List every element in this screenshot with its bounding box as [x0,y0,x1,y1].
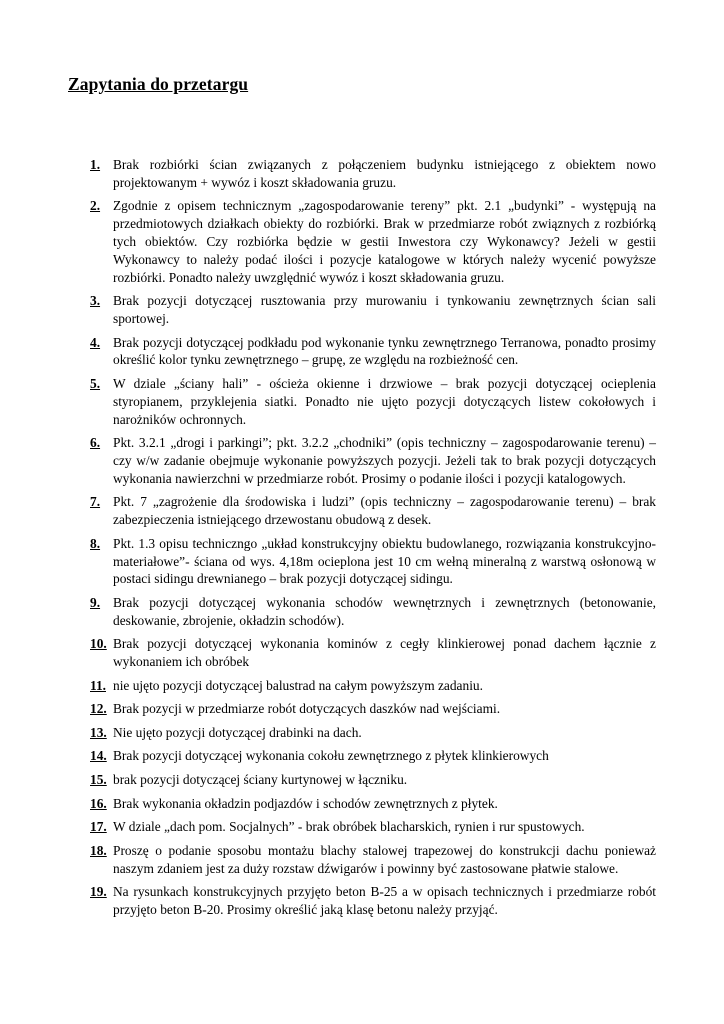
list-item [90,635,656,671]
item-text: Nie ujęto pozycji dotyczącej drabinki na dach. [113,724,362,740]
list-item [90,197,656,286]
list-item [90,493,656,529]
item-number: 9. [90,594,101,610]
list-item [90,434,656,487]
item-number: 7. [90,494,101,510]
item-text: W dziale „dach pom. Socjalnych” - brak obróbek blacharskich, rynien i rur spustowych. [113,819,585,835]
item-number: 6. [90,435,101,451]
item-text: Brak pozycji dotyczącej wykonania cokołu zewnętrznego z płytek klinkierowych [113,748,549,764]
item-number: 5. [90,375,101,391]
item-number: 18. [90,842,107,858]
item-number: 2. [90,198,101,214]
item-text: Na rysunkach konstrukcyjnych przyjęto beton B-25 a w opisach technicznych i przedmiarze robót przyjęto beton B-20. Prosimy określić jaką klasę betonu należy przyjąć. [113,884,656,918]
list-item [90,156,656,192]
item-text: Brak rozbiórki ścian związanych z połączeniem budynku istniejącego z obiektem nowo projektowanym + wywóz i koszt składowania gruzu. [113,157,656,190]
item-text: Brak wykonania okładzin podjazdów i schodów zewnętrznych z płytek. [113,795,498,811]
item-number: 17. [90,819,107,835]
list-item [90,677,656,695]
item-text: Zgodnie z opisem technicznym „zagospodarowanie tereny” pkt. 2.1 „budynki” - występują na przedmiotowych działkach obiekty do rozbiórki. Brak w przedmiarze robót związnych z rozbiórką tych obiektów. Czy rozbiórka będzie w gestii Inwestora czy Wykonawcy? Jeżeli w gestii Wykonawcy to należy podać ilości i pozycje katalogowe w których należy wycenić powyższe rozbiórki. Ponadto należy uwzględnić wywóz i koszt składowania gruzu. [113,198,656,285]
list-item [90,771,656,789]
item-number: 3. [90,293,101,309]
list-item [90,535,656,588]
list-item [90,818,656,836]
item-number: 1. [90,157,101,172]
item-text: Proszę o podanie sposobu montażu blachy stalowej trapezowej do konstrukcji dachu ponieważ naszym zdaniem jest za duży rozstaw dźwigarów i powinny być zastosowane płatwie stalowe. [113,842,656,876]
list-item [90,747,656,765]
item-text: Brak pozycji dotyczącej wykonania schodów wewnętrznych i zewnętrznych (betonowanie, deskowanie, zbrojenie, okładzin schodów). [113,594,656,628]
list-item [90,724,656,742]
item-text: Brak pozycji dotyczącej podkładu pod wykonanie tynku zewnętrznego Terranowa, ponadto prosimy określić kolor tynku zewnętrznego – grupę, ze względu na rozbieżność cen. [113,334,656,368]
item-number: 16. [90,795,107,811]
item-number: 14. [90,748,107,764]
list-item [90,594,656,630]
item-text: Pkt. 1.3 opisu techniczngo „układ konstrukcyjny obiektu budowlanego, rozwiązania konstrukcyjno-materiałowe”- ściana od wys. 4,18m ocieplona jest 10 cm wełną mineralną z warstwą osłonową w postaci sidingu drewnianego – brak pozycji dotyczącej sidingu. [113,535,656,587]
list-item [90,700,656,718]
item-number: 4. [90,334,101,350]
list-item [90,292,656,328]
item-text: nie ujęto pozycji dotyczącej balustrad na całym powyższym zadaniu. [113,677,483,693]
item-number: 19. [90,884,107,900]
list-item [90,334,656,370]
item-number: 8. [90,535,101,551]
item-number: 15. [90,772,107,788]
item-text: W dziale „ściany hali” - ościeża okienne i drzwiowe – brak pozycji dotyczącej ocieplenia styropianem, przyklejenia siatki. Ponadto nie ujęto pozycji dotyczących listew cokołowych i narożników ochronnych. [113,375,656,427]
item-text: Brak pozycji dotyczącej wykonania kominów z cegły klinkierowej ponad dachem łącznie z wykonaniem ich obróbek [113,636,656,670]
item-text: brak pozycji dotyczącej ściany kurtynowej w łączniku. [113,772,408,788]
item-number: 11. [90,677,106,693]
question-list [90,156,656,925]
item-number: 13. [90,724,107,740]
item-text: Pkt. 7 „zagrożenie dla środowiska i ludzi” (opis techniczny – zagospodarowanie terenu) – brak zabezpieczenia istniejącego drzewostanu obudową z desek. [113,494,656,528]
list-item [90,883,656,919]
item-text: Brak pozycji w przedmiarze robót dotyczących daszków nad wejściami. [113,701,501,717]
list-item [90,375,656,428]
item-text: Brak pozycji dotyczącej rusztowania przy murowaniu i tynkowaniu zewnętrznych ścian sali sportowej. [113,293,656,326]
list-item [90,795,656,813]
page-title: Zapytania do przetargu [68,74,249,94]
item-number: 10. [90,636,107,652]
item-text: Pkt. 3.2.1 „drogi i parkingi”; pkt. 3.2.2 „chodniki” (opis techniczny – zagospodarowanie terenu) – czy w/w zadanie obejmuje wykonanie powyższych pozycji. Jeżeli tak to brak pozycji dotyczących wykonania nawierzchni w przedmiarze robót. Prosimy o podanie ilości i pozycji katalogowych. [113,435,656,486]
list-item [90,842,656,878]
item-number: 12. [90,701,107,717]
